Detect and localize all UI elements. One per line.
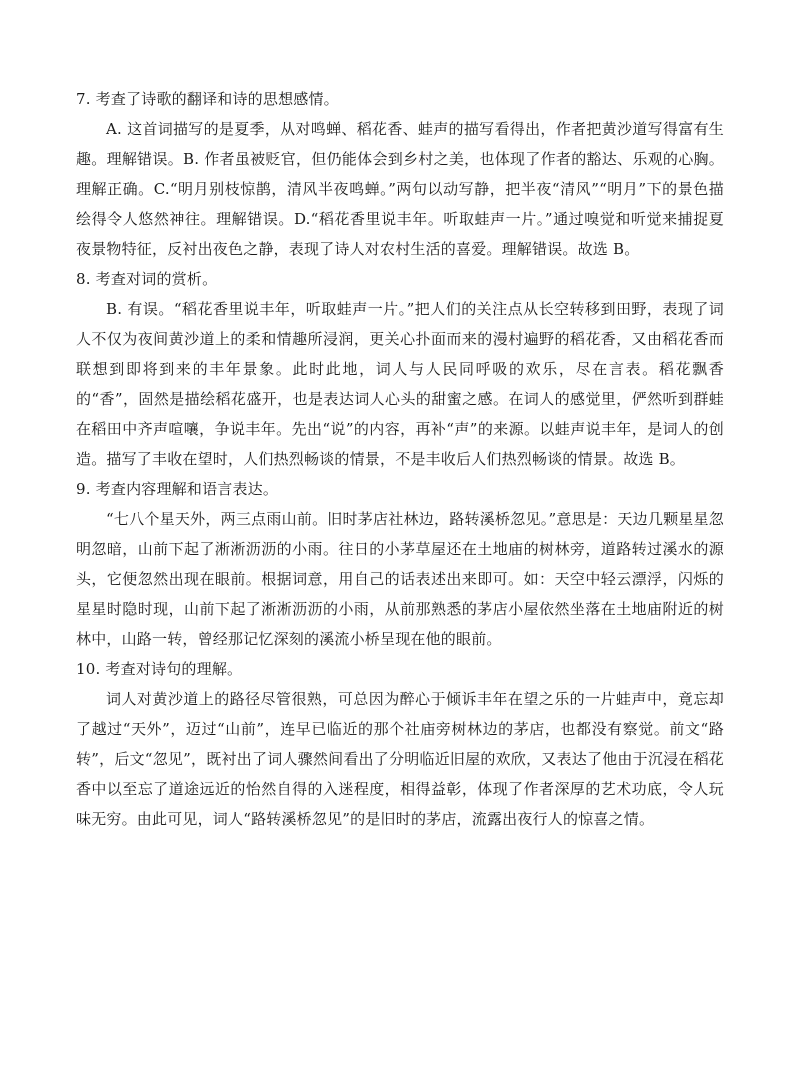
question-title: 7. 考查了诗歌的翻译和诗的思想感情。 xyxy=(76,90,339,108)
question-title: 8. 考查对词的赏析。 xyxy=(76,270,218,288)
question-explanation: A. 这首词描写的是夏季，从对鸣蝉、稻花香、蛙声的描写看得出，作者把黄沙道写得富有生趣。理解错误。B. 作者虽被贬官，但仍能体会到乡村之美，也体现了作者的豁达、乐观的心胸。理解正确。C.“明月别枝惊鹊，清风半夜鸣蝉。”两句以动写静，把半夜“清风”“明月”下的景色描绘得令人悠然神往。理解错误。D.“稻花香里说丰年。听取蛙声一片。”通过嗅觉和听觉来捕捉夏夜景物特征，反衬出夜色之静，表现了诗人对农村生活的喜爱。理解错误。故选 B。 xyxy=(76,120,724,258)
question-title: 10. 考查对诗句的理解。 xyxy=(76,660,243,678)
question-explanation: “七八个星天外，两三点雨山前。旧时茅店社林边，路转溪桥忽见。”意思是：天边几颗星星忽明忽暗，山前下起了淅淅沥沥的小雨。往日的小茅草屋还在土地庙的树林旁，道路转过溪水的源头，它便忽然出现在眼前。根据词意，用自己的话表述出来即可。如：天空中轻云漂浮，闪烁的星星时隐时现，山前下起了淅淅沥沥的小雨，从前那熟悉的茅店小屋依然坐落在土地庙附近的树林中，山路一转，曾经那记忆深刻的溪流小桥呈现在他的眼前。 xyxy=(76,510,724,648)
question-block-10 xyxy=(76,654,724,834)
question-explanation: 词人对黄沙道上的路径尽管很熟，可总因为醉心于倾诉丰年在望之乐的一片蛙声中，竟忘却了越过“天外”，迈过“山前”，连早已临近的那个社庙旁树林边的茅店，也都没有察觉。前文“路转”，后文“忽见”，既衬出了词人骤然间看出了分明临近旧屋的欢欣，又表达了他由于沉浸在稻花香中以至忘了道途远近的怡然自得的入迷程度，相得益彰，体现了作者深厚的艺术功底，令人玩味无穷。由此可见，词人“路转溪桥忽见”的是旧时的茅店，流露出夜行人的惊喜之情。 xyxy=(76,690,724,828)
question-block-9 xyxy=(76,474,724,654)
question-title: 9. 考查内容理解和语言表达。 xyxy=(76,480,279,498)
question-block-7 xyxy=(76,84,724,264)
question-block-8 xyxy=(76,264,724,474)
question-explanation: B. 有误。“稻花香里说丰年，听取蛙声一片。”把人们的关注点从长空转移到田野，表现了词人不仅为夜间黄沙道上的柔和情趣所浸润，更关心扑面而来的漫村遍野的稻花香，又由稻花香而联想到即将到来的丰年景象。此时此地，词人与人民同呼吸的欢乐，尽在言表。稻花飘香的“香”，固然是描绘稻花盛开，也是表达词人心头的甜蜜之感。在词人的感觉里，俨然听到群蛙在稻田中齐声喧嚷，争说丰年。先出“说”的内容，再补“声”的来源。以蛙声说丰年，是词人的创造。描写了丰收在望时，人们热烈畅谈的情景，不是丰收后人们热烈畅谈的情景。故选 B。 xyxy=(76,300,724,468)
answer-content xyxy=(76,84,724,834)
